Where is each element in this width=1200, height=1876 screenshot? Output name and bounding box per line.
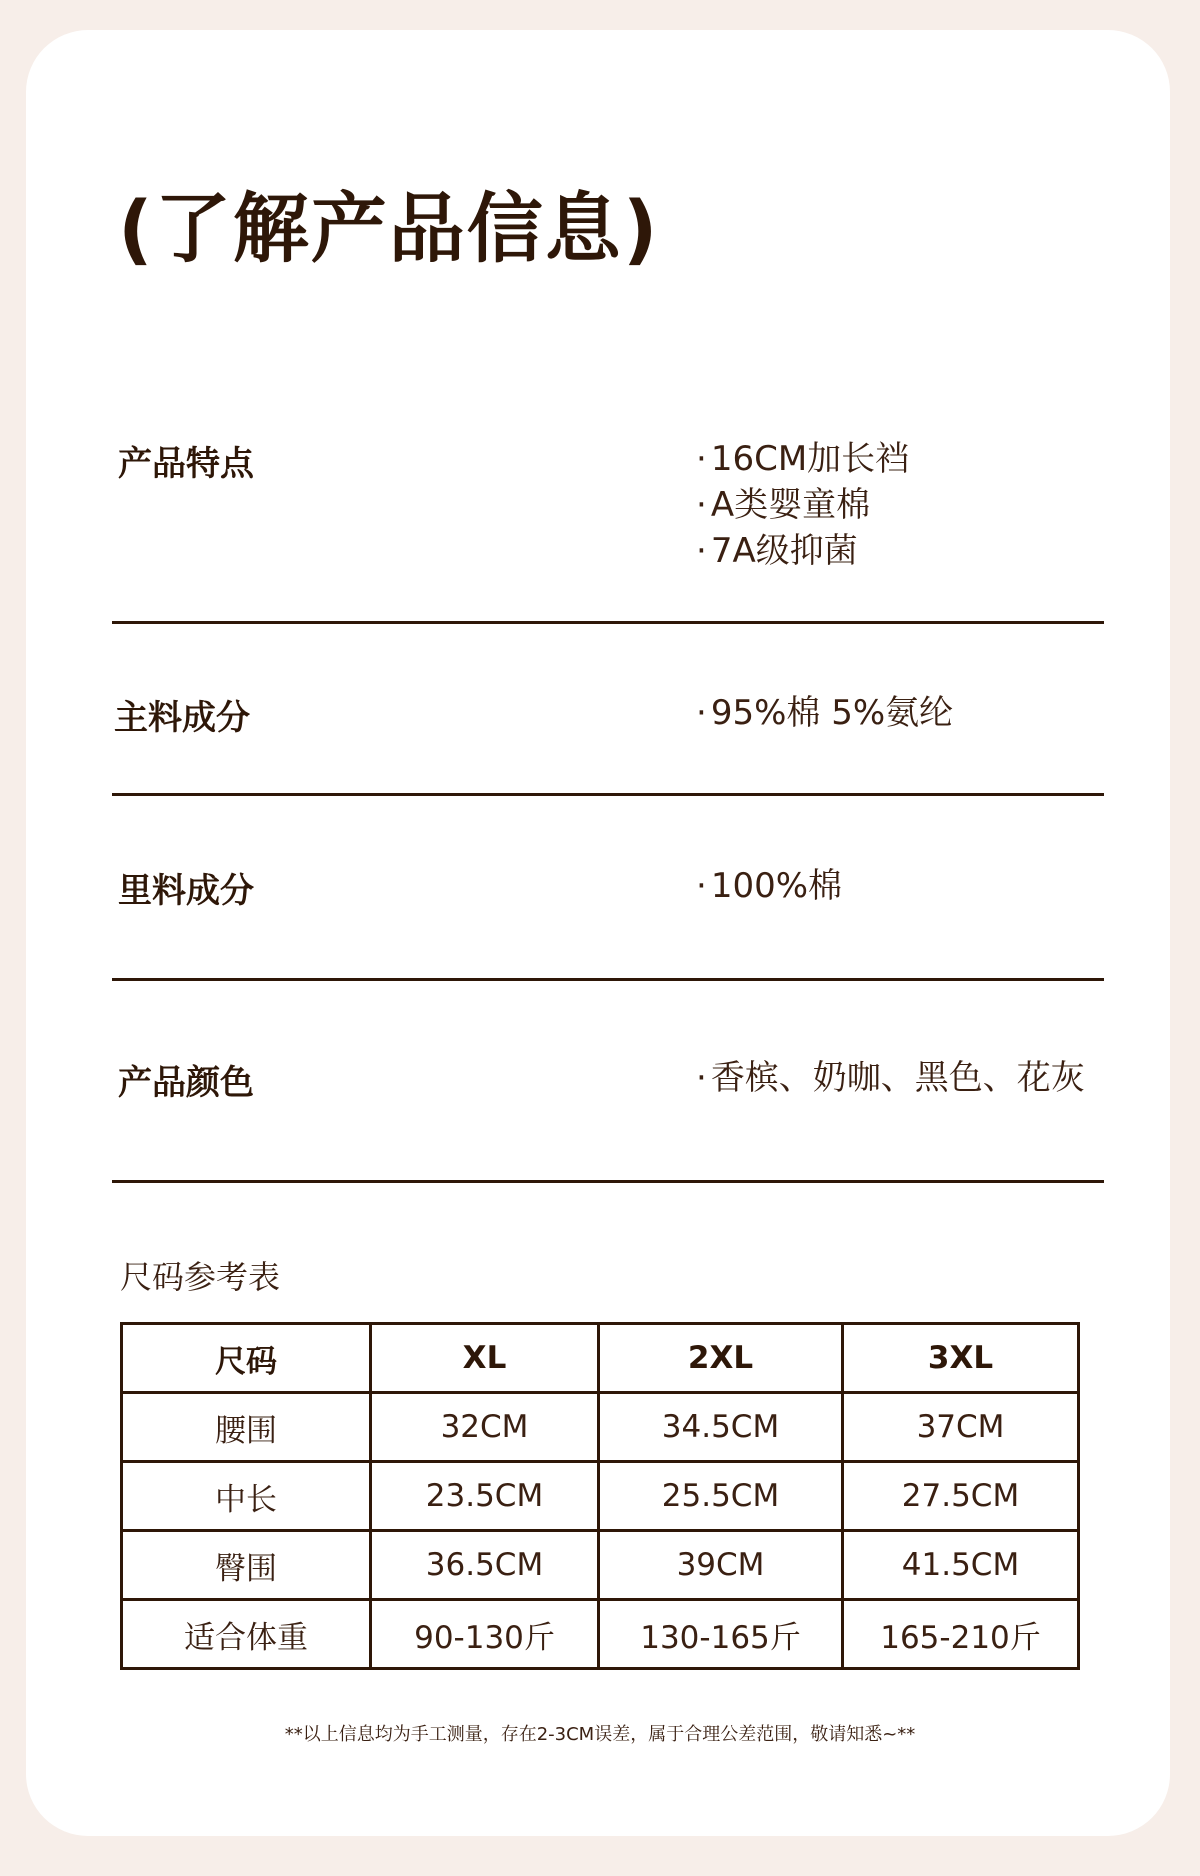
info-value-item: · 7A级抑菌 <box>696 528 909 574</box>
table-cell: 130-165斤 <box>599 1600 843 1669</box>
size-chart-title: 尺码参考表 <box>120 1258 281 1296</box>
info-values <box>696 1055 1085 1101</box>
info-label: 里料成分 <box>118 871 254 911</box>
table-cell: 32CM <box>371 1393 599 1462</box>
table-cell: 适合体重 <box>122 1600 371 1669</box>
table-cell: 36.5CM <box>371 1531 599 1600</box>
info-row-lining-material <box>112 863 1104 923</box>
info-value-item: · A类婴童棉 <box>696 482 909 528</box>
divider <box>112 621 1104 624</box>
divider <box>112 978 1104 981</box>
table-cell: 90-130斤 <box>371 1600 599 1669</box>
info-label: 产品特点 <box>118 444 254 484</box>
info-row-colors <box>112 1055 1104 1115</box>
table-cell: 41.5CM <box>843 1531 1079 1600</box>
column-header: 2XL <box>599 1324 843 1393</box>
table-cell: 27.5CM <box>843 1462 1079 1531</box>
column-header: 3XL <box>843 1324 1079 1393</box>
table-cell: 34.5CM <box>599 1393 843 1462</box>
measurement-footnote: **以上信息均为手工测量，存在2-3CM误差，属于合理公差范围，敬请知悉~** <box>284 1724 916 1745</box>
table-cell: 23.5CM <box>371 1462 599 1531</box>
info-label: 主料成分 <box>114 698 250 738</box>
info-value-item: · 香槟、奶咖、黑色、花灰 <box>696 1055 1085 1101</box>
info-value-item: · 100%棉 <box>696 863 842 909</box>
table-header-row <box>122 1324 1079 1393</box>
divider <box>112 793 1104 796</box>
table-row <box>122 1393 1079 1462</box>
table-cell: 腰围 <box>122 1393 371 1462</box>
info-values <box>696 436 909 574</box>
table-cell: 165-210斤 <box>843 1600 1079 1669</box>
info-value-item: · 16CM加长裆 <box>696 436 909 482</box>
info-row-features <box>112 436 1104 586</box>
table-cell: 臀围 <box>122 1531 371 1600</box>
column-header: 尺码 <box>122 1324 371 1393</box>
info-values <box>696 690 953 736</box>
table-cell: 39CM <box>599 1531 843 1600</box>
divider <box>112 1180 1104 1183</box>
table-cell: 37CM <box>843 1393 1079 1462</box>
table-row <box>122 1531 1079 1600</box>
info-value-item: · 95%棉 5%氨纶 <box>696 690 953 736</box>
table-row <box>122 1462 1079 1531</box>
table-cell: 中长 <box>122 1462 371 1531</box>
info-label: 产品颜色 <box>118 1063 254 1103</box>
info-row-main-material <box>112 690 1104 750</box>
size-chart-table <box>120 1322 1080 1670</box>
page-title: (了解产品信息) <box>118 184 660 273</box>
info-values <box>696 863 842 909</box>
column-header: XL <box>371 1324 599 1393</box>
table-cell: 25.5CM <box>599 1462 843 1531</box>
table-row <box>122 1600 1079 1669</box>
